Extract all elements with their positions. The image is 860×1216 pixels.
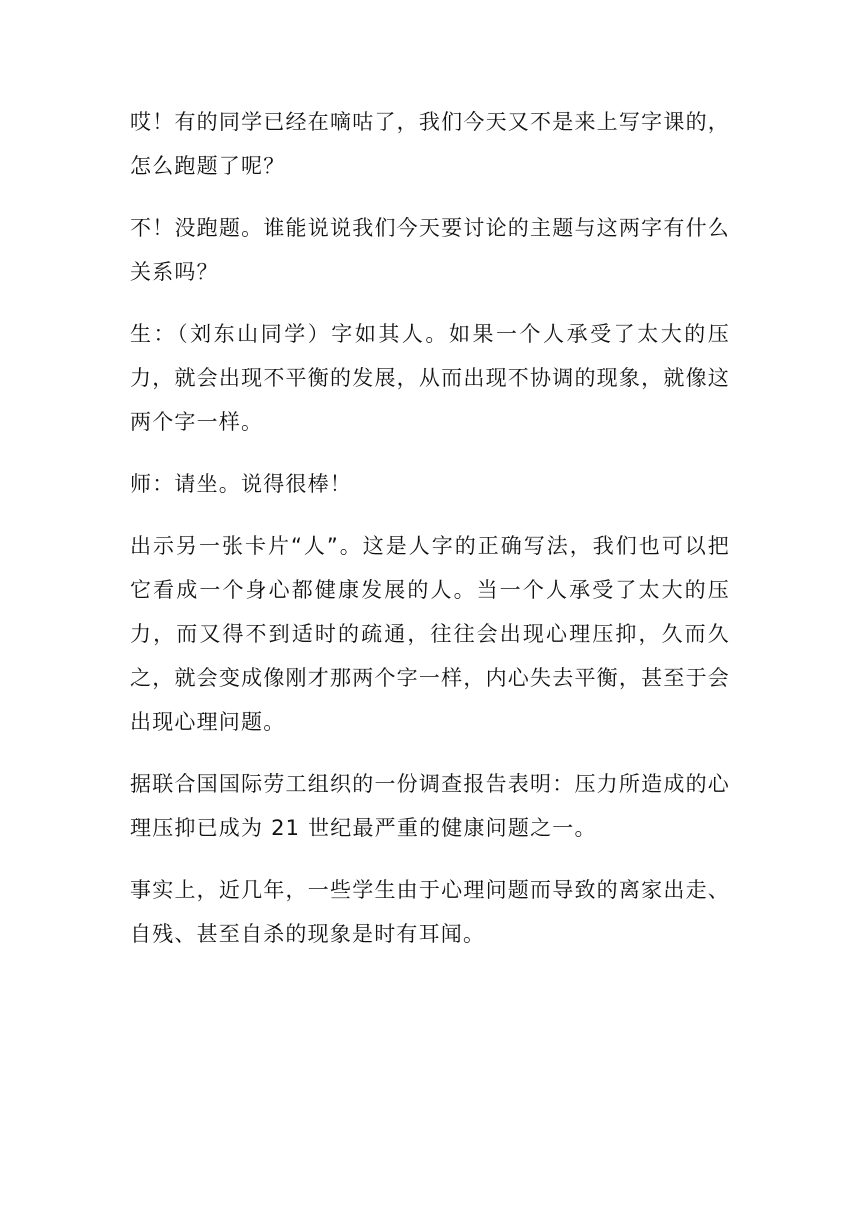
paragraph-7: 事实上，近几年，一些学生由于心理问题而导致的离家出走、自残、甚至自杀的现象是时有耳闻。 <box>130 878 730 946</box>
document-body <box>130 100 730 974</box>
paragraph-6: 据联合国国际劳工组织的一份调查报告表明：压力所造成的心理压抑已成为 21 世纪最严重的健康问题之一。 <box>130 772 730 840</box>
paragraph-5: 出示另一张卡片“人”。这是人字的正确写法，我们也可以把它看成一个身心都健康发展的人。当一个人承受了太大的压力，而又得不到适时的疏通，往往会出现心理压抑，久而久之，就会变成像刚才那两个字一样，内心失去平衡，甚至于会出现心理问题。 <box>130 534 730 734</box>
paragraph-3: 生：（刘东山同学）字如其人。如果一个人承受了太大的压力，就会出现不平衡的发展，从而出现不协调的现象，就像这两个字一样。 <box>130 322 730 434</box>
paragraph-4: 师：请坐。说得很棒！ <box>130 472 352 496</box>
paragraph-1: 哎！有的同学已经在嘀咕了，我们今天又不是来上写字课的，怎么跑题了呢？ <box>130 110 730 178</box>
paragraph-2: 不！没跑题。谁能说说我们今天要讨论的主题与这两字有什么关系吗？ <box>130 216 730 284</box>
